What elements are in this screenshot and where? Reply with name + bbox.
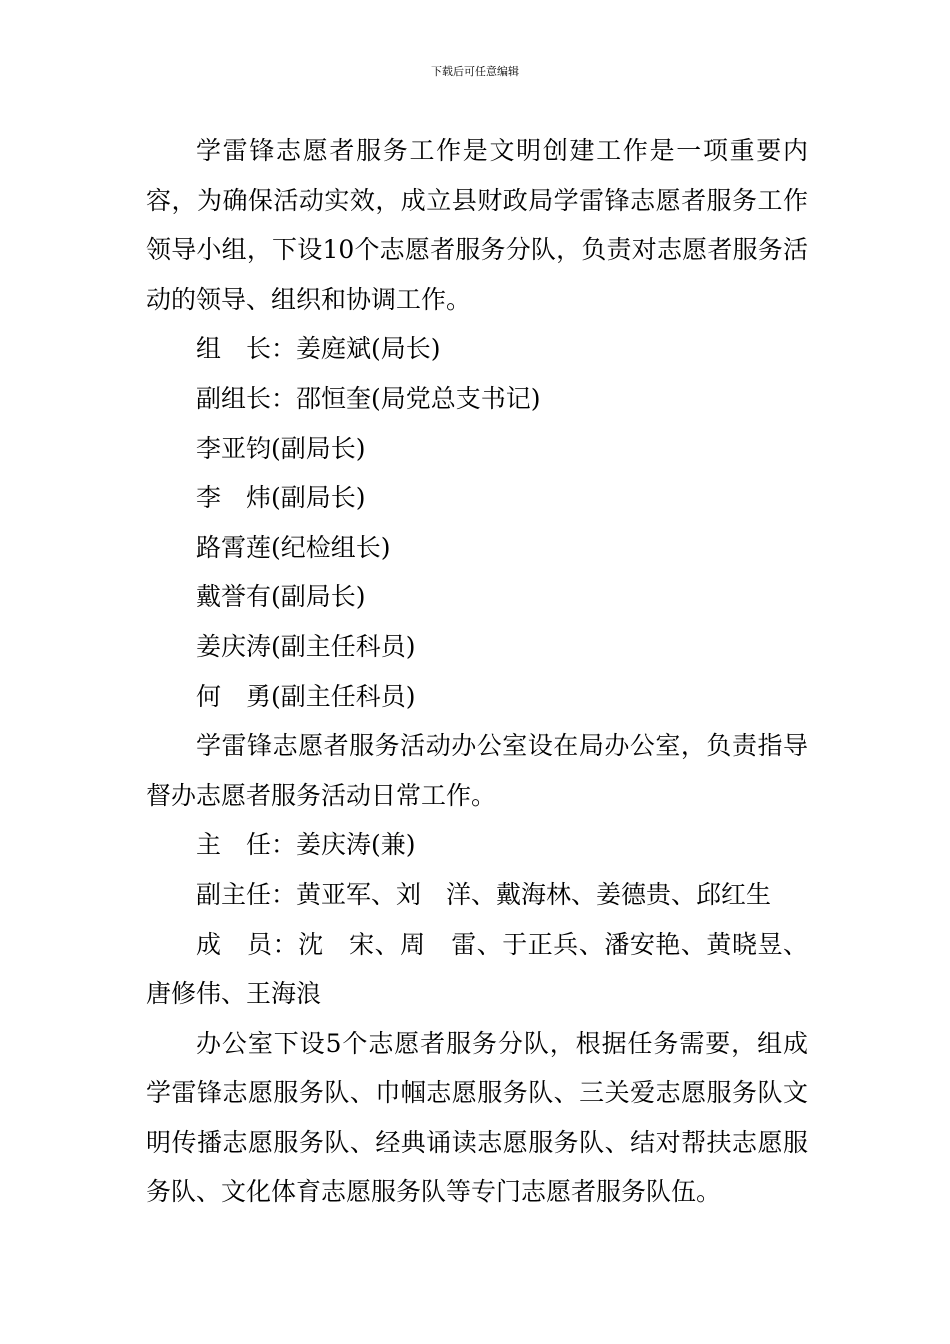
- teams-paragraph: 办公室下设5个志愿者服务分队，根据任务需要，组成学雷锋志愿服务队、巾帼志愿服务队、三关爱志愿服务队文明传播志愿服务队、经典诵读志愿服务队、结对帮扶志愿服务队、文化体育志愿服务队等专门志愿者服务队伍。: [146, 1028, 808, 1207]
- member-line: 李 炜(副局长): [196, 483, 366, 513]
- member-line: 李亚钧(副局长): [196, 433, 366, 463]
- document-body: [146, 126, 808, 1217]
- leader-line: 组 长：姜庭斌(局长): [196, 334, 441, 364]
- member-line: 路霄莲(纪检组长): [196, 532, 391, 562]
- deputy-director-line: 副主任：黄亚军、刘 洋、戴海林、姜德贵、邱红生: [196, 879, 772, 909]
- page-header-note: 下载后可任意编辑: [431, 65, 519, 78]
- director-line: 主 任：姜庆涛(兼): [196, 830, 416, 860]
- member-line: 姜庆涛(副主任科员): [196, 631, 416, 661]
- staff-paragraph: 成 员：沈 宋、周 雷、于正兵、潘安艳、黄晓昱、唐修伟、王海浪: [146, 929, 808, 1009]
- member-line: 何 勇(副主任科员): [196, 681, 416, 711]
- office-paragraph: 学雷锋志愿者服务活动办公室设在局办公室，负责指导督办志愿者服务活动日常工作。: [146, 731, 808, 810]
- intro-paragraph: 学雷锋志愿者服务工作是文明创建工作是一项重要内容，为确保活动实效，成立县财政局学雷锋志愿者服务工作领导小组，下设10个志愿者服务分队，负责对志愿者服务活动的领导、组织和协调工作。: [146, 136, 808, 314]
- deputy-leader-line: 副组长：邵恒奎(局党总支书记): [196, 383, 541, 413]
- member-line: 戴誉有(副局长): [196, 582, 366, 612]
